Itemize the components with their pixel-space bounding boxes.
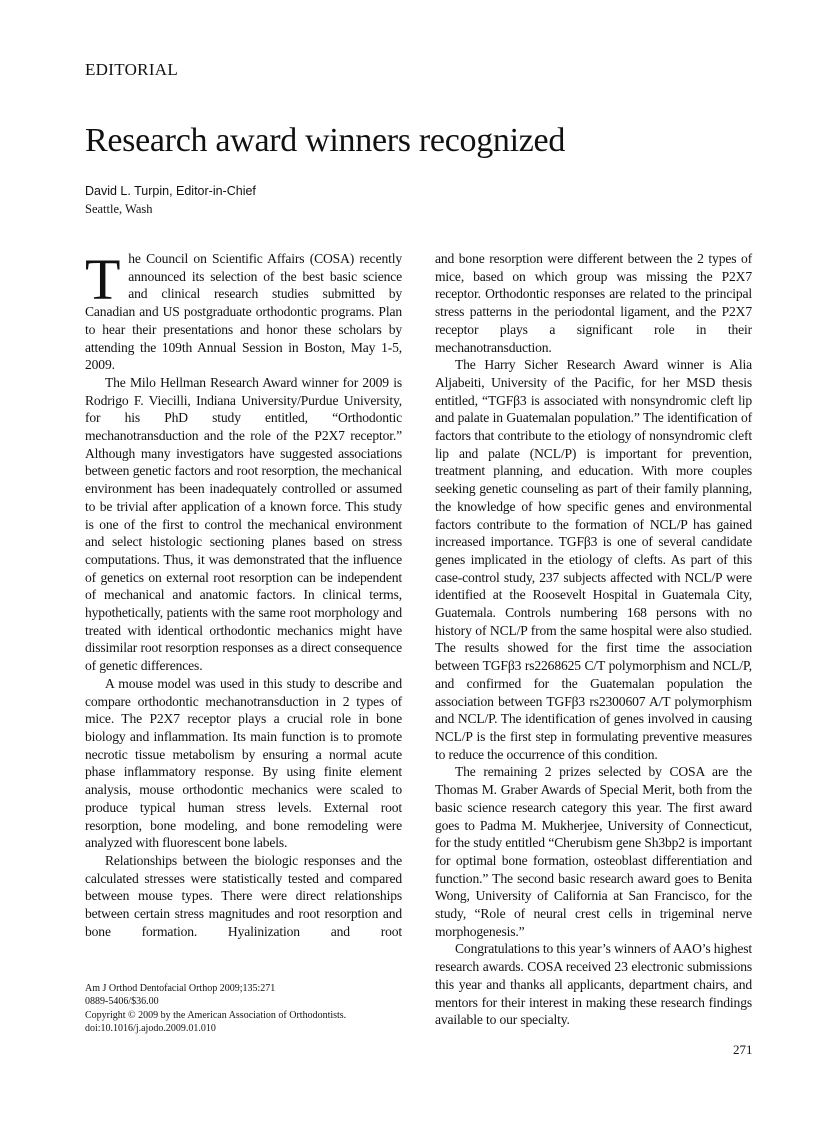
price: 0889-5406/$36.00 [85, 996, 159, 1008]
doi[interactable]: doi:10.1016/j.ajodo.2009.01.010 [85, 1023, 216, 1035]
paragraph: Relationships between the biologic responses and the calculated stresses were statistically tested and compared between mouse types. There were direct relationships between certain stress magnitudes and root resorption and bone formation. Hyalinization and root [85, 852, 402, 939]
page-number: 271 [733, 1042, 753, 1057]
citation-footer [85, 982, 346, 1036]
author: David L. Turpin, Editor-in-Chief [85, 184, 256, 198]
paragraph: The remaining 2 prizes selected by COSA are the Thomas M. Graber Awards of Special Merit, both from the basic science research category this year. The first award goes to Padma M. Mukherjee, University of Connecticut, for the study entitled “Cherubism gene Sh3bp2 is important for optimal bone formation, osteoblast differentiation and function.” The second basic research award goes to Benita Wong, University of California at San Francisco, for the study, “Role of neural crest cells in trigeminal nerve morphogenesis.” [435, 764, 752, 939]
author-location: Seattle, Wash [85, 202, 153, 216]
page-title: Research award winners recognized [85, 122, 566, 159]
citation: Am J Orthod Dentofacial Orthop 2009;135:271 [85, 983, 276, 994]
section-label: EDITORIAL [85, 60, 179, 79]
paragraph: A mouse model was used in this study to describe and compare orthodontic mechanotransduction in 2 types of mice. The P2X7 receptor plays a crucial role in bone biology and inflammation. Its main function is to promote necrotic tissue metabolism by ensuring a normal acute phase inflammatory response. By using finite element analysis, mouse orthodontic mechanics were scaled to produce typical human stress levels. External root resorption, bone modeling, and bone remodeling were analyzed with fluorescent bone labels. [85, 675, 402, 851]
right-column [435, 250, 752, 1029]
paragraph: The Harry Sicher Research Award winner is Alia Aljabeiti, University of the Pacific, for her MSD thesis entitled, “TGFβ3 is associated with nonsyndromic cleft lip and palate in Guatemalan population.” The identification of factors that contribute to the etiology of nonsyndromic cleft lip and palate (NCL/P) is important for prevention, treatment planning, and education. With more couples seeking genetic counseling as part of their family planning, the knowledge of how specific genes and environmental factors contribute to the formation of NCL/P has gained increased importance. TGFβ3 is one of several candidate genes implicated in the etiology of clefts. As part of this case-control study, 237 subjects affected with NCL/P were identified at the Roosevelt Hospital in Guatemala City, Guatemala. Controls numbering 168 persons with no history of NCL/P from the same hospital were also studied. The results showed for the first time the association between TGFβ3 rs2268625 C/T polymorphism and NCL/P, and confirmed for the Guatemalan population the association between TGFβ3 rs2300607 A/T polymorphism and NCL/P. The identification of genes involved in causing NCL/P is the first step in formulating preventive measures to reduce the occurrence of this condition. [435, 357, 752, 762]
left-column [85, 247, 402, 940]
drop-cap: T [85, 247, 121, 312]
paragraph-continued: and bone resorption were different between the 2 types of mice, based on which group was missing the P2X7 receptor. Orthodontic responses are related to the principal stress patterns in the periodontal ligament, and the P2X7 receptor plays a significant role in their mechanotransduction. [435, 251, 752, 355]
copyright: Copyright © 2009 by the American Association of Orthodontists. [85, 1009, 347, 1021]
paragraph [85, 247, 402, 374]
paragraph-text: he Council on Scientific Affairs (COSA) recently announced its selection of the best basic science and clinical research studies submitted by Canadian and US postgraduate orthodontic programs. Plan to hear their presentations and honor these scholars by attending the 109th Annual Session in Boston, May 1-5, 2009. [85, 251, 402, 373]
paragraph: The Milo Hellman Research Award winner for 2009 is Rodrigo F. Viecilli, Indiana University/Purdue University, for his PhD study entitled, “Orthodontic mechanotransduction and the role of the P2X7 receptor.” Although many investigators have suggested associations between genetic factors and root resorption, the mechanical environment has been inadequately controlled or assumed to be trivial after application of a known force. This study is one of the first to control the mechanical environment and select histologic sectioning planes based on stress computations. Thus, it was demonstrated that the influence of genetics on external root resorption can be independent of mechanical and anatomic factors. In clinical terms, hypothetically, patients with the same root morphology and treated with identical orthodontic mechanics might have dissimilar root resorption responses as a direct consequence of genetic differences. [85, 374, 402, 674]
paragraph: Congratulations to this year’s winners of AAO’s highest research awards. COSA received 23 electronic submissions this year and thanks all applicants, department chairs, and mentors for their interest in making these research findings available to our specialty. [435, 941, 752, 1028]
